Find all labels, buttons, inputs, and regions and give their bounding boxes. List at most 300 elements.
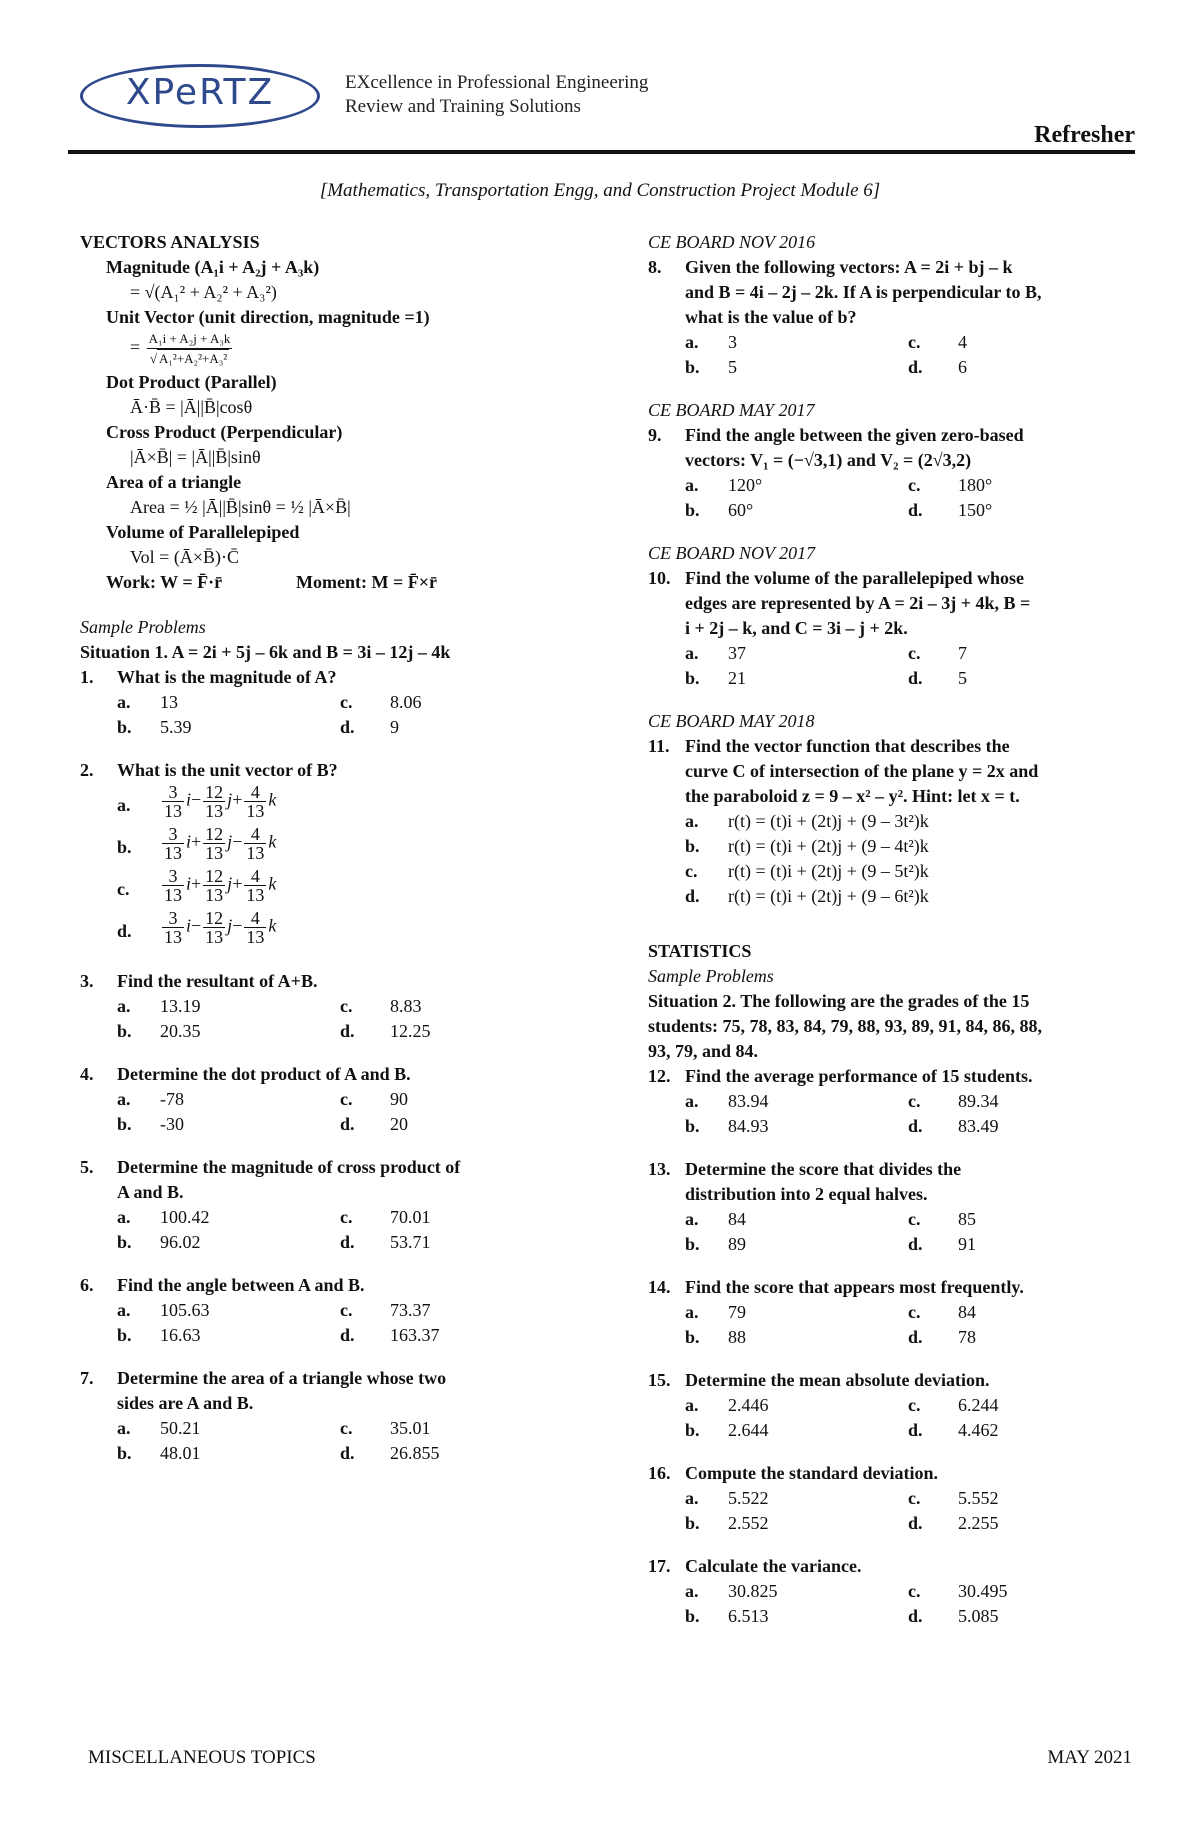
option-d-value: 2.255 [958, 1513, 999, 1533]
options-row-2 [648, 1604, 1138, 1629]
options-row-1 [80, 690, 580, 715]
question-number: 14. [648, 1277, 671, 1297]
question-line [80, 1391, 580, 1416]
unit-k: k [268, 873, 277, 894]
question-number: 3. [80, 971, 94, 991]
denominator: 13 [246, 927, 265, 947]
option-letter: d. [340, 1021, 355, 1041]
option-letter: b. [117, 1325, 132, 1345]
unit-i: i [186, 915, 192, 936]
option-a-value: -78 [160, 1089, 184, 1109]
footer-date: MAY 2021 [1047, 1747, 1132, 1768]
question-line [648, 423, 1138, 448]
question-text: Find the average performance of 15 students. [685, 1066, 1033, 1086]
options-row-2 [80, 715, 580, 740]
left-column [80, 230, 580, 1466]
question-text: Determine the mean absolute deviation. [685, 1370, 990, 1390]
situation-1: Situation 1. A = 2i + 5j – 6k and B = 3i – 12j – 4k [80, 642, 451, 662]
magnitude-label: Magnitude (A₁i + A₂j + A₃k) [106, 257, 320, 277]
fraction [162, 909, 184, 946]
option-a-value: 30.825 [728, 1581, 778, 1601]
question-block [648, 230, 1138, 380]
option-b-value: 96.02 [160, 1232, 201, 1252]
question-text: Compute the standard deviation. [685, 1463, 939, 1483]
option-letter: b. [685, 836, 700, 856]
operator-sign: + [191, 831, 202, 852]
option-letter: a. [685, 1091, 699, 1111]
header-divider [68, 150, 1135, 154]
option-c-value: 30.495 [958, 1581, 1008, 1601]
denominator: 13 [246, 801, 265, 821]
cross-product-label: Cross Product (Perpendicular) [106, 422, 343, 442]
option-a-value: 13 [160, 692, 178, 712]
option-letter: d. [340, 717, 355, 737]
unit-vector-expression [160, 867, 276, 904]
option-c-value: 8.06 [390, 692, 422, 712]
dot-product-label: Dot Product (Parallel) [106, 372, 277, 392]
option-letter: c. [908, 1091, 921, 1111]
question-text: Find the resultant of A+B. [117, 971, 318, 991]
option-c-value: 35.01 [390, 1418, 431, 1438]
option-letter: b. [685, 668, 700, 688]
question-text: Determine the magnitude of cross product of [117, 1157, 461, 1177]
option-letter: a. [685, 475, 699, 495]
question-line [648, 305, 1138, 330]
options-row-2 [648, 1114, 1138, 1139]
question-number: 5. [80, 1157, 94, 1177]
option-letter: c. [340, 996, 353, 1016]
numerator: 12 [205, 782, 224, 802]
options-row-2 [648, 1325, 1138, 1350]
question-line [80, 1273, 580, 1298]
option-letter: c. [908, 332, 921, 352]
unit-vector-expression [160, 783, 276, 820]
option-d-value: 6 [958, 357, 967, 377]
option-letter: a. [117, 996, 131, 1016]
option-d-value: 5 [958, 668, 967, 688]
option-c-value: 90 [390, 1089, 408, 1109]
options-row-1 [648, 473, 1138, 498]
fraction [203, 909, 225, 946]
unit-vector-option [80, 867, 580, 909]
sample-problems-heading: Sample Problems [80, 617, 206, 637]
denominator: 13 [164, 843, 182, 863]
numerator: 4 [244, 783, 266, 802]
option-letter: d. [908, 357, 923, 377]
question-block [80, 665, 580, 740]
option-a-value: 83.94 [728, 1091, 769, 1111]
question-text: and B = 4i – 2j – 2k. If A is perpendicular to B, [685, 282, 1042, 302]
option-c-value: 7 [958, 643, 967, 663]
option-letter: d. [117, 921, 132, 941]
option-d-value: 5.085 [958, 1606, 999, 1626]
option-a-value: 37 [728, 643, 746, 663]
question-line [648, 255, 1138, 280]
option-letter: b. [685, 1116, 700, 1136]
option-letter: b. [685, 1606, 700, 1626]
option-b-value: 20.35 [160, 1021, 201, 1041]
option-a-value: 100.42 [160, 1207, 210, 1227]
fraction [162, 783, 184, 820]
options-row-1 [80, 1205, 580, 1230]
situation-2-line-1: Situation 2. The following are the grades of the 15 [648, 991, 1030, 1011]
operator-sign: − [191, 915, 202, 936]
statistics-heading: STATISTICS [648, 941, 752, 961]
options-row-1 [80, 1298, 580, 1323]
option-letter: b. [685, 1327, 700, 1347]
option-letter: a. [685, 332, 699, 352]
option-letter: a. [685, 1395, 699, 1415]
question-text: distribution into 2 equal halves. [685, 1184, 928, 1204]
unit-vector-option [80, 825, 580, 867]
option-b-value: 89 [728, 1234, 746, 1254]
numerator: 3 [162, 783, 184, 802]
fraction [244, 825, 266, 862]
question-line [648, 1275, 1138, 1300]
area-label: Area of a triangle [106, 472, 242, 492]
denominator: 13 [164, 801, 182, 821]
option-letter: d. [908, 1420, 923, 1440]
numerator: 3 [162, 909, 184, 928]
option-c-value: 84 [958, 1302, 976, 1322]
question-line [648, 616, 1138, 641]
operator-sign: − [232, 915, 243, 936]
option-d-value: 53.71 [390, 1232, 431, 1252]
option-letter: a. [117, 692, 131, 712]
options-row-2 [648, 1511, 1138, 1536]
question-block [80, 969, 580, 1044]
option-letter: b. [685, 500, 700, 520]
option-b-value: -30 [160, 1114, 184, 1134]
tagline-line-1: EXcellence in Professional Engineering [345, 72, 649, 93]
question-line [80, 1180, 580, 1205]
question-number: 10. [648, 568, 671, 588]
options-row-1 [648, 1089, 1138, 1114]
operator-sign: + [191, 873, 202, 894]
option-letter: d. [908, 1513, 923, 1533]
question-number: 16. [648, 1463, 671, 1483]
fraction [203, 867, 225, 904]
option-d-value: 26.855 [390, 1443, 440, 1463]
denominator: 13 [205, 927, 224, 947]
question-number: 9. [648, 425, 662, 445]
option-letter: c. [908, 1581, 921, 1601]
option-letter: b. [685, 1420, 700, 1440]
question-number: 2. [80, 760, 94, 780]
option-letter: d. [908, 500, 923, 520]
option-letter: a. [117, 1418, 131, 1438]
option-b-value: 84.93 [728, 1116, 769, 1136]
option-letter: a. [117, 1207, 131, 1227]
question-block [648, 1368, 1138, 1443]
denominator: 13 [205, 885, 224, 905]
question-number: 12. [648, 1066, 671, 1086]
work-formula: Work: W = F̄·r̄ [106, 572, 223, 592]
operator-sign: + [232, 789, 243, 810]
question-line [80, 665, 580, 690]
option-letter: b. [685, 1513, 700, 1533]
question-line [80, 1062, 580, 1087]
option-a-value: 105.63 [160, 1300, 210, 1320]
option-letter: b. [117, 1114, 132, 1134]
option-letter: d. [908, 668, 923, 688]
question-text: Find the angle between the given zero-based [685, 425, 1024, 445]
denominator: 13 [205, 801, 224, 821]
question-text-line-1: Find the vector function that describes the [685, 736, 1010, 756]
unit-j: j [227, 915, 233, 936]
statistics-sample-problems: Sample Problems [648, 966, 774, 986]
question-text: Find the volume of the parallelepiped whose [685, 568, 1025, 588]
option-letter: c. [908, 1209, 921, 1229]
options-row-1 [648, 1207, 1138, 1232]
option-letter: c. [908, 1488, 921, 1508]
question-line [648, 1182, 1138, 1207]
question-number: 4. [80, 1064, 94, 1084]
unit-j: j [227, 831, 233, 852]
option-letter: b. [117, 717, 132, 737]
numerator: 12 [205, 866, 224, 886]
option-letter: c. [340, 1300, 353, 1320]
unit-vector-formula: = $\frac{\text{A₁i + A₂j + A₃k}}{\text{√ A₁²+A₂²+A₃²}}$ [130, 331, 231, 366]
operator-sign: − [232, 831, 243, 852]
denominator: 13 [246, 843, 265, 863]
question-line [648, 1368, 1138, 1393]
dot-product-formula: Ā·B̄ = |Ā||B̄|cosθ [130, 397, 253, 417]
option-c-value: r(t) = (t)i + (2t)j + (9 – 5t²)k [728, 861, 929, 881]
option-b-value: 21 [728, 668, 746, 688]
options-row-1 [80, 994, 580, 1019]
option-letter: a. [685, 811, 699, 831]
option-d-value: 91 [958, 1234, 976, 1254]
option-letter: a. [117, 795, 131, 815]
option-letter: a. [117, 1300, 131, 1320]
option-letter: d. [685, 886, 700, 906]
question-line [648, 1461, 1138, 1486]
options-row-2 [80, 1112, 580, 1137]
area-formula: Area = ½ |Ā||B̄|sinθ = ½ |Ā×B̄| [130, 497, 351, 517]
unit-i: i [186, 831, 192, 852]
option-letter: b. [117, 1232, 132, 1252]
option-b-value: 60° [728, 500, 754, 520]
option-b-value: 48.01 [160, 1443, 201, 1463]
question-line [648, 1064, 1138, 1089]
refresher-label: Refresher [1034, 122, 1135, 148]
options-row-1 [648, 1300, 1138, 1325]
option-letter: d. [340, 1232, 355, 1252]
question-text: What is the unit vector of B? [117, 760, 338, 780]
option-letter: b. [117, 1443, 132, 1463]
unit-vector-option [80, 909, 580, 951]
options-row-1 [80, 1416, 580, 1441]
unit-vector-numerator: A₁i + A₂j + A₃k [147, 330, 233, 349]
question-11-block [648, 709, 1138, 909]
question-block [80, 1273, 580, 1348]
question-line [648, 280, 1138, 305]
options-row-2 [80, 1019, 580, 1044]
question-block [80, 1062, 580, 1137]
option-a-value: r(t) = (t)i + (2t)j + (9 – 3t²)k [728, 811, 929, 831]
question-text: Determine the score that divides the [685, 1159, 962, 1179]
question-text: Calculate the variance. [685, 1556, 862, 1576]
option-letter: b. [685, 1234, 700, 1254]
question-block [80, 665, 580, 740]
option-c-value: 4 [958, 332, 967, 352]
option-letter: d. [340, 1325, 355, 1345]
options-row-2 [80, 1441, 580, 1466]
footer-topic: MISCELLANEOUS TOPICS [88, 1747, 316, 1768]
option-d-value: r(t) = (t)i + (2t)j + (9 – 6t²)k [728, 886, 929, 906]
option-d-value: 4.462 [958, 1420, 999, 1440]
operator-sign: + [232, 873, 243, 894]
option-letter: a. [117, 1089, 131, 1109]
question-text: Find the score that appears most frequently. [685, 1277, 1024, 1297]
option-a-value: 79 [728, 1302, 746, 1322]
question-line [648, 448, 1138, 473]
question-block [648, 1554, 1138, 1629]
unit-k: k [268, 831, 277, 852]
options-row-2 [80, 1323, 580, 1348]
option-b-value: 5 [728, 357, 737, 377]
options-row-2 [648, 355, 1138, 380]
board-label: CE BOARD MAY 2017 [648, 400, 815, 420]
fraction [203, 783, 225, 820]
question-number: 7. [80, 1368, 94, 1388]
option-b-value: 5.39 [160, 717, 192, 737]
vectors-heading: VECTORS ANALYSIS [80, 232, 260, 252]
question-text-line-3: the paraboloid z = 9 – x² – y². Hint: let x = t. [685, 786, 1020, 806]
xpertz-logo [80, 64, 320, 128]
option-d-value: 150° [958, 500, 993, 520]
question-text: Find the angle between A and B. [117, 1275, 365, 1295]
volume-formula: Vol = (Ā×B̄)·C̄ [130, 547, 239, 567]
question-number: 11. [648, 736, 670, 756]
option-a-value: 2.446 [728, 1395, 769, 1415]
option-b-value: 16.63 [160, 1325, 201, 1345]
question-block [648, 1461, 1138, 1536]
option-letter: c. [908, 475, 921, 495]
denominator: 13 [205, 843, 224, 863]
question-text: What is the magnitude of A? [117, 667, 337, 687]
question-text: Determine the area of a triangle whose two [117, 1368, 447, 1388]
board-label: CE BOARD NOV 2017 [648, 543, 816, 563]
module-subtitle: [Mathematics, Transportation Engg, and Construction Project Module 6] [319, 180, 881, 201]
question-text: vectors: V₁ = (−√3,1) and V₂ = (2√3,2) [685, 450, 972, 470]
option-letter: b. [685, 357, 700, 377]
denominator: 13 [164, 885, 182, 905]
question-text: Determine the dot product of A and B. [117, 1064, 411, 1084]
board-label: CE BOARD NOV 2016 [648, 232, 816, 252]
option-c-value: 180° [958, 475, 993, 495]
option-letter: c. [908, 1395, 921, 1415]
question-number: 17. [648, 1556, 671, 1576]
question-text: Given the following vectors: A = 2i + bj – k [685, 257, 1013, 277]
board-label: CE BOARD MAY 2018 [648, 711, 815, 731]
option-a-value: 5.522 [728, 1488, 769, 1508]
option-letter: a. [685, 1581, 699, 1601]
option-letter: c. [340, 692, 353, 712]
option-letter: c. [117, 879, 130, 899]
option-letter: d. [908, 1606, 923, 1626]
options-row-1 [648, 641, 1138, 666]
magnitude-formula: = √(A₁² + A₂² + A₃²) [130, 282, 277, 302]
options-row-1 [648, 330, 1138, 355]
tagline-line-2: Review and Training Solutions [345, 96, 581, 117]
question-line [648, 566, 1138, 591]
options-row-2 [648, 1232, 1138, 1257]
option-letter: c. [908, 643, 921, 663]
numerator: 12 [205, 824, 224, 844]
option-letter: c. [340, 1418, 353, 1438]
option-a-value: 120° [728, 475, 763, 495]
option-a-value: 50.21 [160, 1418, 201, 1438]
option-d-value: 163.37 [390, 1325, 440, 1345]
option-a-value: 3 [728, 332, 737, 352]
option-letter: d. [340, 1443, 355, 1463]
option-d-value: 9 [390, 717, 399, 737]
fraction [203, 825, 225, 862]
numerator: 12 [205, 908, 224, 928]
situation-2-line-3: 93, 79, and 84. [648, 1041, 759, 1061]
numerator: 4 [244, 867, 266, 886]
question-block [648, 1157, 1138, 1257]
options-row-1 [648, 1579, 1138, 1604]
option-letter: c. [685, 861, 698, 881]
denominator: 13 [164, 927, 182, 947]
option-b-value: 88 [728, 1327, 746, 1347]
option-c-value: 6.244 [958, 1395, 999, 1415]
options-row-1 [648, 1393, 1138, 1418]
options-row-2 [80, 1230, 580, 1255]
question-line [80, 1155, 580, 1180]
option-b-value: 2.552 [728, 1513, 769, 1533]
fraction [244, 783, 266, 820]
option-c-value: 70.01 [390, 1207, 431, 1227]
option-b-value: 2.644 [728, 1420, 769, 1440]
unit-j: j [227, 789, 233, 810]
right-column [648, 230, 1138, 1629]
option-c-value: 5.552 [958, 1488, 999, 1508]
question-text: edges are represented by A = 2i – 3j + 4k, B = [685, 593, 1031, 613]
option-letter: d. [908, 1234, 923, 1254]
option-letter: a. [685, 1488, 699, 1508]
unit-k: k [268, 789, 277, 810]
unit-vector-expression [160, 825, 276, 862]
question-block [648, 541, 1138, 691]
fraction [244, 909, 266, 946]
logo-text: XPeRTZ [125, 72, 275, 113]
option-b-value: 6.513 [728, 1606, 769, 1626]
denominator: 13 [246, 885, 265, 905]
option-d-value: 12.25 [390, 1021, 431, 1041]
question-line [648, 591, 1138, 616]
option-letter: c. [340, 1207, 353, 1227]
option-letter: a. [685, 643, 699, 663]
option-a-value: 13.19 [160, 996, 201, 1016]
unit-vector-option [80, 783, 580, 825]
question-block [80, 1155, 580, 1255]
options-row-1 [648, 1486, 1138, 1511]
options-row-1 [80, 1087, 580, 1112]
option-letter: d. [908, 1116, 923, 1136]
question-number: 13. [648, 1159, 671, 1179]
question-line [80, 1366, 580, 1391]
unit-k: k [268, 915, 277, 936]
fraction [162, 867, 184, 904]
question-text: A and B. [117, 1182, 184, 1202]
option-a-value: 84 [728, 1209, 746, 1229]
option-letter: b. [117, 1021, 132, 1041]
question-line [80, 969, 580, 994]
